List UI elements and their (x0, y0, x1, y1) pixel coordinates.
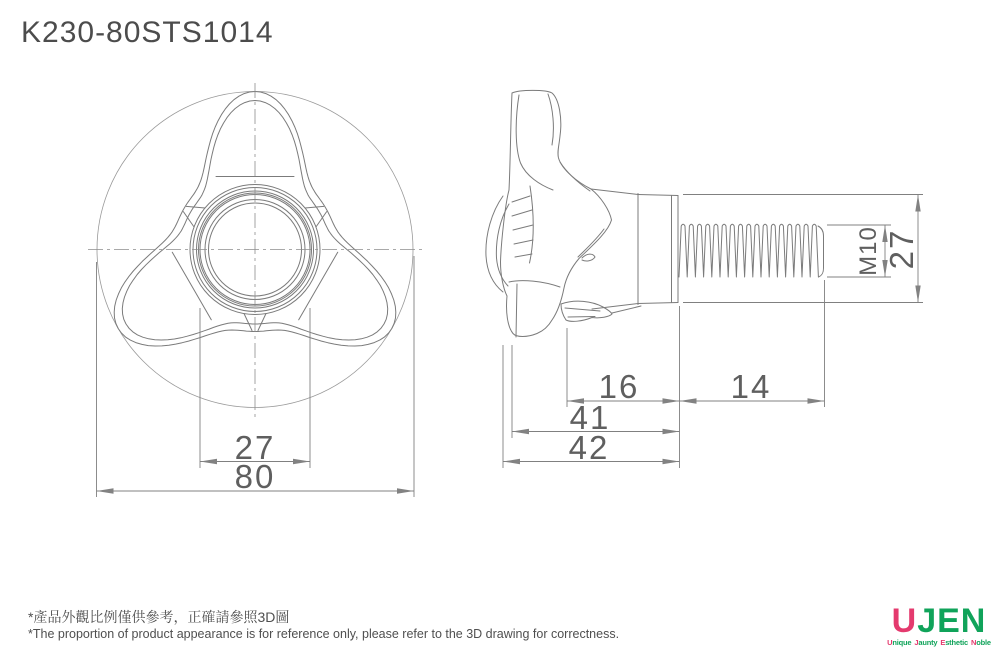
dim-side-thread-length: 14 (730, 368, 772, 405)
tagline-word: Esthetic (940, 638, 968, 647)
ujen-logo (880, 604, 998, 647)
dim-front-hub-width: 27 (234, 429, 276, 466)
tagline-word: Noble (970, 638, 991, 647)
dim-side-boss-length: 16 (598, 368, 640, 405)
logo-wordmark (880, 604, 998, 638)
dim-side-length-41: 41 (569, 399, 611, 436)
logo-letters-jen: JEN (917, 602, 987, 640)
drawing-linework (88, 83, 923, 497)
tagline-word: Jaunty (914, 638, 938, 647)
dim-side-length-42: 42 (568, 429, 610, 466)
logo-letter-u: U (891, 602, 918, 640)
tagline-word: Unique (887, 638, 912, 647)
dim-thread-spec: M10 (855, 226, 882, 276)
note-chinese: *產品外觀比例僅供參考，正確請參照3D圖 (28, 609, 290, 625)
dim-front-outer-diameter: 80 (234, 458, 276, 495)
note-english: *The proportion of product appearance is for reference only, please refer to the 3D drawing for correctness. (28, 627, 620, 641)
footnotes (28, 608, 619, 643)
part-number-title: K230-80STS1014 (21, 16, 274, 49)
dim-side-hub-diameter: 27 (883, 228, 920, 270)
